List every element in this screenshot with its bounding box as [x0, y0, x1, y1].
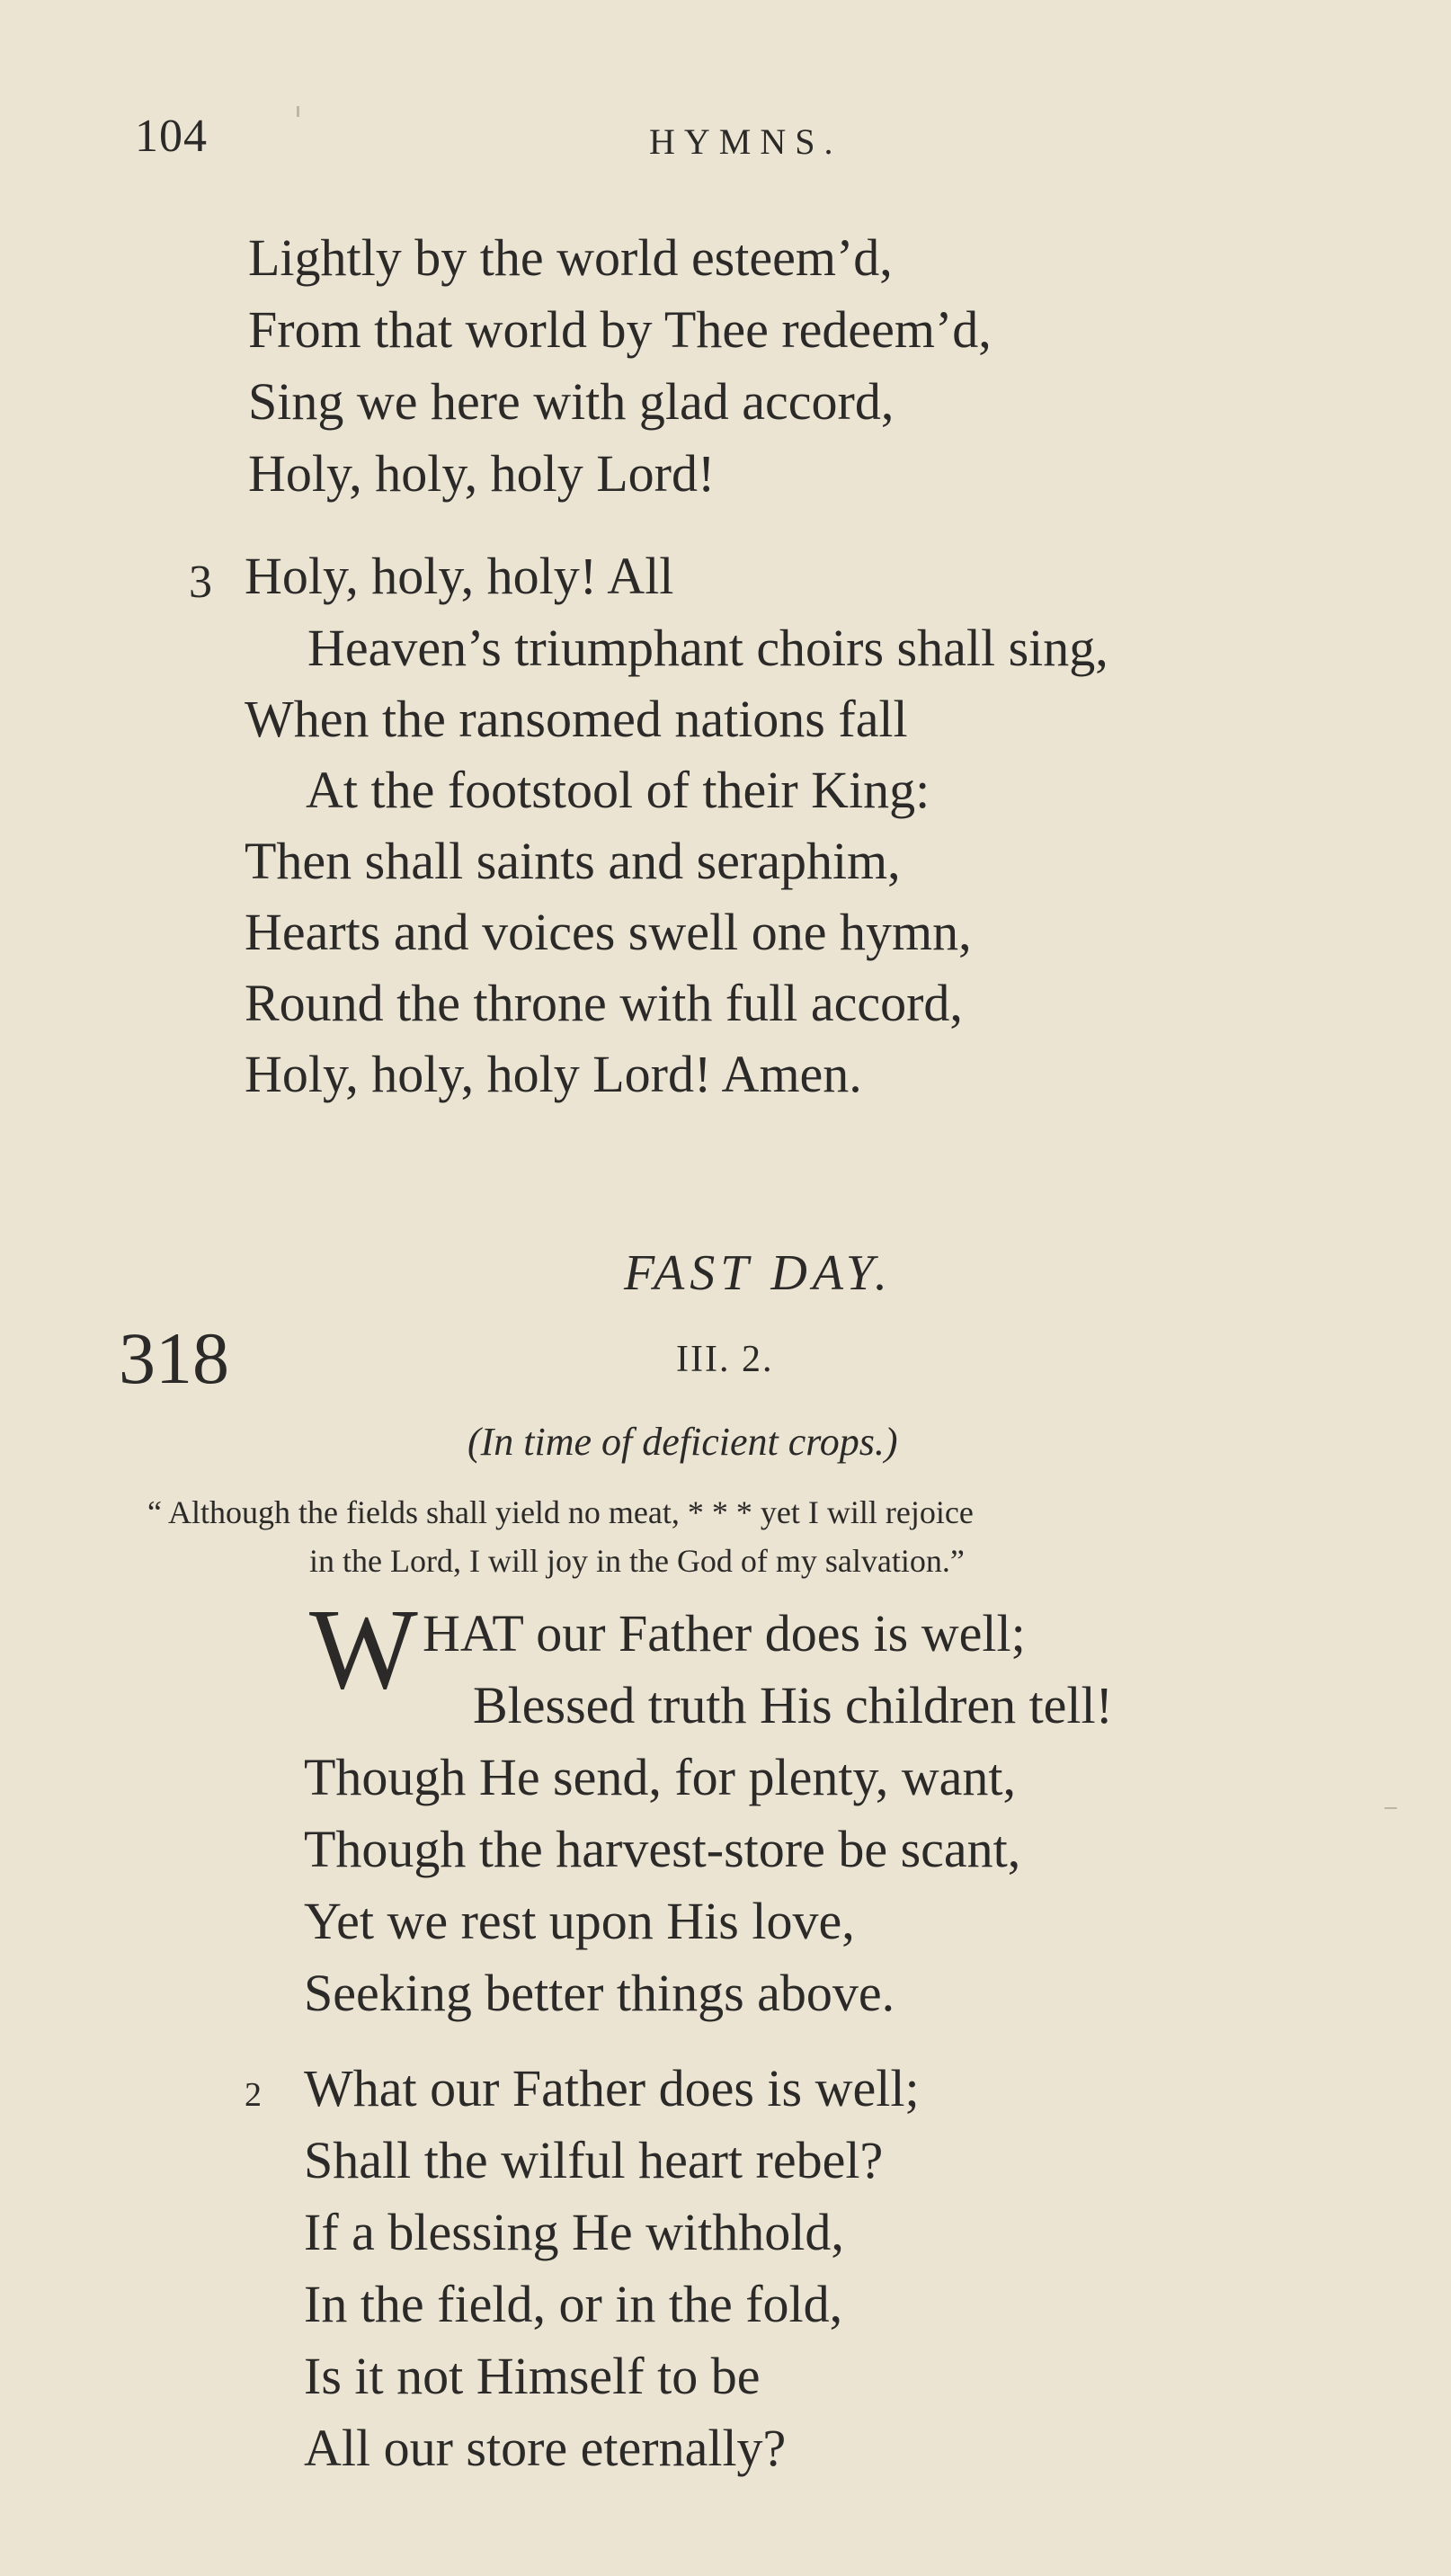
verse-line: Though He send, for plenty, want, [304, 1748, 1016, 1806]
verse-line: Hearts and voices swell one hymn, [245, 903, 972, 961]
verse-line: Then shall saints and seraphim, [245, 832, 901, 890]
verse-line: If a blessing He withhold, [304, 2203, 844, 2261]
hymn-meter: III. 2. [676, 1339, 774, 1380]
section-title: FAST DAY. [624, 1245, 893, 1301]
verse-line: What our Father does is well; [304, 2059, 920, 2117]
verse-line: HAT our Father does is well; [423, 1604, 1026, 1662]
running-title: HYMNS. [649, 121, 842, 162]
verse-line: Though the harvest-store be scant, [304, 1820, 1021, 1878]
hymn-number: 318 [119, 1317, 229, 1399]
verse-line: Blessed truth His children tell! [473, 1676, 1113, 1734]
continuation-line-1: Lightly by the world esteem’d, [248, 228, 893, 287]
paper-speck [1384, 1807, 1397, 1809]
verse-line: In the field, or in the fold, [304, 2275, 843, 2333]
verse-line: Is it not Himself to be [304, 2347, 761, 2405]
verse-line: When the ransomed nations fall [245, 690, 908, 748]
drop-cap: W [309, 1585, 418, 1713]
epigraph-line-1: “ Although the fields shall yield no meat, * * * yet I will rejoice [147, 1494, 974, 1530]
verse-line: Heaven’s triumphant choirs shall sing, [307, 619, 1108, 677]
continuation-line-4: Holy, holy, holy Lord! [248, 444, 716, 503]
epigraph-line-2: in the Lord, I will joy in the God of my salvation.” [309, 1543, 965, 1579]
verse-line: Seeking better things above. [304, 1964, 895, 2022]
verse-line: At the footstool of their King: [306, 761, 930, 819]
continuation-line-2: From that world by Thee redeem’d, [248, 300, 992, 359]
continuation-line-3: Sing we here with glad accord, [248, 372, 895, 431]
hymn-subtitle: (In time of deficient crops.) [467, 1420, 898, 1464]
paper-speck [297, 106, 299, 117]
verse-line: Yet we rest upon His love, [304, 1892, 855, 1950]
verse-number: 3 [189, 557, 212, 608]
page-number: 104 [135, 111, 208, 162]
verse-line: All our store eternally? [304, 2419, 787, 2477]
verse-line: Shall the wilful heart rebel? [304, 2131, 884, 2189]
verse-line: Holy, holy, holy Lord! Amen. [245, 1045, 862, 1103]
verse-number: 2 [245, 2076, 262, 2114]
verse-line: Holy, holy, holy! All [245, 547, 674, 605]
verse-line: Round the throne with full accord, [245, 974, 963, 1032]
